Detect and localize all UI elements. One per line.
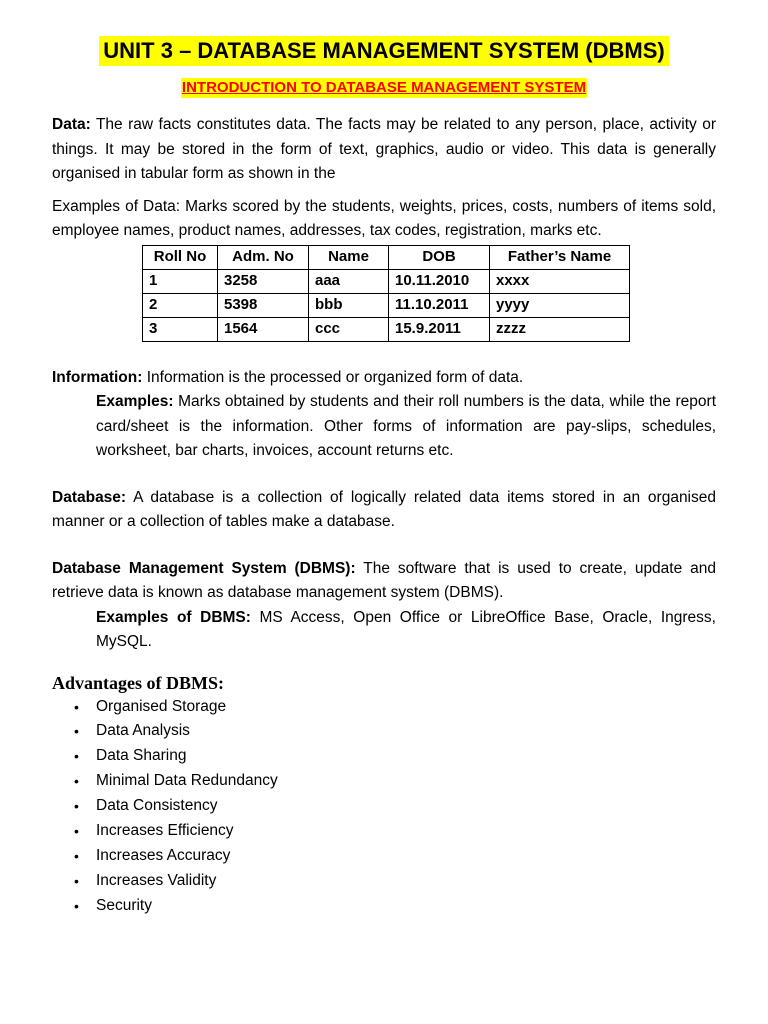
table-cell: 11.10.2011 — [389, 293, 490, 317]
table-header-cell: Name — [309, 245, 389, 269]
table-header-cell: Adm. No — [218, 245, 309, 269]
title-container — [52, 0, 716, 66]
table-cell: xxxx — [490, 269, 630, 293]
information-text: Information is the processed or organized form of data. — [142, 368, 524, 386]
dbms-term: Database Management System (DBMS): — [52, 559, 356, 577]
list-item-label: Data Analysis — [96, 722, 190, 740]
data-term: Data: — [52, 116, 91, 133]
dbms-examples-text: MS Access, Open Office or LibreOffice Base, Oracle, Ingress, MySQL. — [96, 608, 716, 650]
list-item-label: Increases Validity — [96, 871, 217, 889]
page-title: UNIT 3 – DATABASE MANAGEMENT SYSTEM (DBMS) — [99, 36, 668, 66]
table-cell: aaa — [309, 269, 389, 293]
bullet-icon: • — [74, 773, 79, 790]
advantages-heading: Advantages of DBMS: — [52, 672, 225, 693]
data-definition — [52, 113, 716, 187]
table-cell: 1 — [143, 269, 218, 293]
table-cell: 3258 — [218, 269, 309, 293]
dbms-examples-term: Examples of DBMS: — [96, 608, 251, 626]
information-examples-term: Examples: — [96, 393, 174, 410]
list-item-label: Security — [96, 896, 152, 914]
table-cell: 1564 — [218, 317, 309, 341]
list-item — [74, 794, 716, 819]
list-item — [74, 744, 716, 769]
bullet-icon: • — [74, 723, 79, 740]
list-item — [74, 719, 716, 744]
list-item — [74, 844, 716, 869]
list-item-label: Data Consistency — [96, 797, 218, 815]
table-cell: bbb — [309, 293, 389, 317]
bullet-icon: • — [74, 798, 79, 815]
list-item — [74, 894, 716, 919]
table-row — [143, 293, 630, 317]
table-cell: ccc — [309, 317, 389, 341]
list-item-label: Increases Accuracy — [96, 846, 231, 864]
table-cell: yyyy — [490, 293, 630, 317]
information-examples — [52, 390, 716, 464]
data-text: The raw facts constitutes data. The facts may be related to any person, place, activity or things. It may be stored in the form of text, graphics, audio or video. This data is generally organised in tabular form as shown in the — [52, 116, 716, 182]
list-item-label: Data Sharing — [96, 747, 187, 765]
dbms-text: The software that is used to create, update and retrieve data is known as database management system (DBMS). — [52, 559, 716, 601]
list-item-label: Increases Efficiency — [96, 822, 234, 840]
table-cell: 15.9.2011 — [389, 317, 490, 341]
table-cell: zzzz — [490, 317, 630, 341]
list-item — [74, 869, 716, 894]
dbms-definition — [52, 557, 716, 606]
information-definition — [52, 366, 716, 391]
table-header-cell: DOB — [389, 245, 490, 269]
bullet-icon: • — [74, 872, 79, 889]
table-row — [143, 317, 630, 341]
information-examples-text: Marks obtained by students and their roll numbers is the data, while the report card/sheet is the information. Other forms of information are pay-slips, schedules, worksheet, bar charts, invoices, account returns etc. — [96, 393, 716, 459]
bullet-icon: • — [74, 748, 79, 765]
bullet-icon: • — [74, 823, 79, 840]
table-row — [143, 269, 630, 293]
subtitle-container — [52, 78, 716, 98]
table-header-cell: Father’s Name — [490, 245, 630, 269]
list-item-label: Minimal Data Redundancy — [96, 772, 278, 790]
list-item — [74, 769, 716, 794]
database-definition — [52, 486, 716, 535]
information-term: Information: — [52, 368, 143, 386]
table-header-row — [143, 245, 630, 269]
database-text: A database is a collection of logically related data items stored in an organised manner or a collection of tables make a database. — [52, 488, 716, 530]
list-item — [74, 819, 716, 844]
table-cell: 5398 — [218, 293, 309, 317]
data-examples: Examples of Data: Marks scored by the students, weights, prices, costs, numbers of items sold, employee names, product names, addresses, tax codes, registration, marks etc. — [52, 197, 716, 239]
student-data-table — [142, 245, 630, 342]
list-item — [74, 695, 716, 720]
page-subtitle: INTRODUCTION TO DATABASE MANAGEMENT SYSTEM — [181, 79, 587, 96]
dbms-examples — [52, 606, 716, 655]
advantages-list — [52, 695, 716, 919]
bullet-icon: • — [74, 847, 79, 864]
table-cell: 10.11.2010 — [389, 269, 490, 293]
table-cell: 3 — [143, 317, 218, 341]
table-header-cell: Roll No — [143, 245, 218, 269]
bullet-icon: • — [74, 698, 79, 715]
list-item-label: Organised Storage — [96, 697, 227, 715]
bullet-icon: • — [74, 897, 79, 914]
table-cell: 2 — [143, 293, 218, 317]
database-term: Database: — [52, 488, 127, 506]
